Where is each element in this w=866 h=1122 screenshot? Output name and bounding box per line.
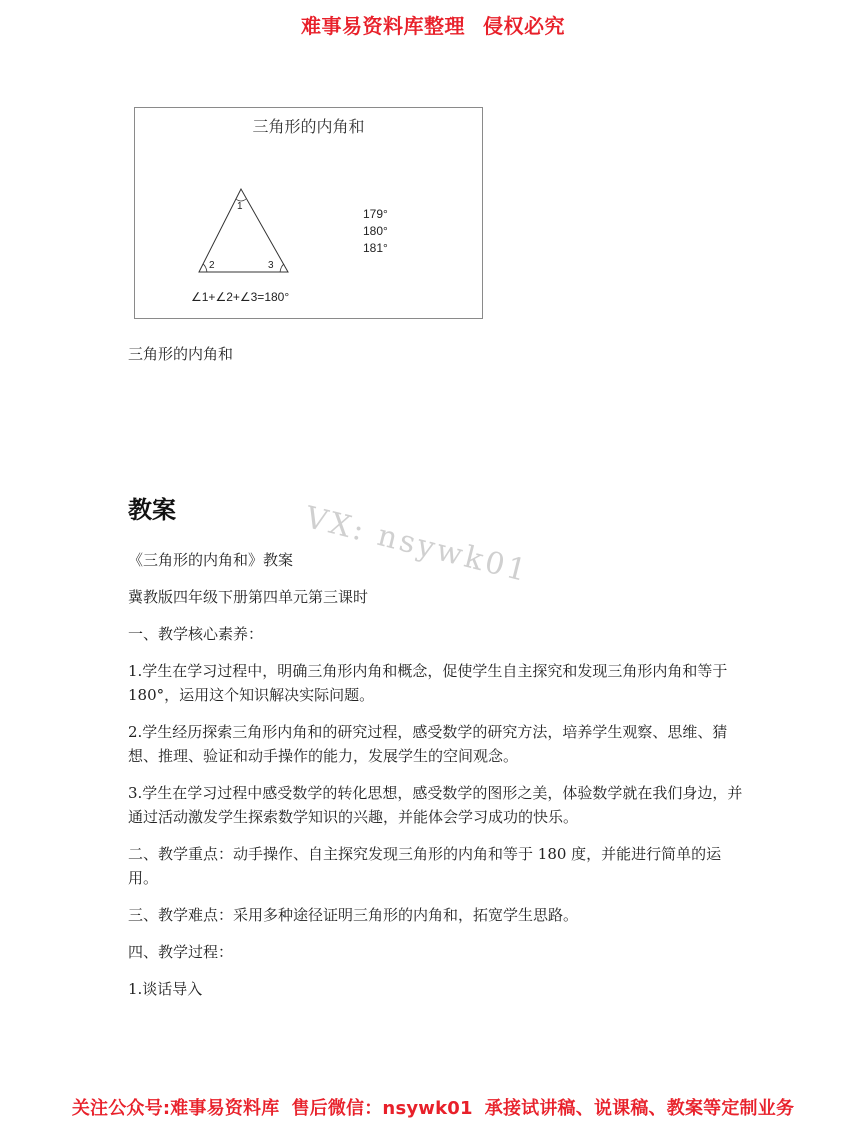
slide-thumbnail — [134, 107, 483, 319]
triangle-diagram — [135, 108, 482, 318]
angle-sum-equation: ∠1+∠2+∠3=180° — [191, 290, 290, 304]
watermark: VX: nsywk01 — [301, 500, 533, 590]
section1-item: 1.学生在学习过程中，明确三角形内角和概念，促使学生自主探究和发现三角形内角和等于 180°，运用这个知识解决实际问题。 — [128, 662, 728, 704]
footer-banner — [0, 1094, 866, 1120]
header-banner-left: 难事易资料库整理 — [301, 14, 465, 38]
section4-item: 1.谈话导入 — [128, 980, 203, 998]
angle-value: 179° — [363, 207, 388, 221]
section2-text: 二、教学重点：动手操作、自主探究发现三角形的内角和等于 180 度，并能进行简单的运用。 — [128, 845, 722, 887]
section1-heading: 一、教学核心素养： — [128, 625, 264, 643]
section-heading: 教案 — [128, 496, 176, 524]
document-body — [128, 548, 748, 1001]
footer-part3: 承接试讲稿、说课稿、教案等定制业务 — [484, 1098, 795, 1119]
section1-item: 3.学生在学习过程中感受数学的转化思想，感受数学的图形之美，体验数学就在我们身边，并通过活动激发学生探索数学知识的兴趣，并能体会学习成功的快乐。 — [128, 784, 743, 826]
angle-label-2: 2 — [209, 260, 215, 271]
doc-subtitle-line: 冀教版四年级下册第四单元第三课时 — [128, 588, 369, 606]
angle-values — [363, 206, 388, 257]
doc-title-line: 《三角形的内角和》教案 — [128, 551, 294, 569]
footer-part2: 售后微信：nsywk01 — [291, 1098, 473, 1119]
angle-value: 181° — [363, 241, 388, 255]
angle-value: 180° — [363, 224, 388, 238]
slide-caption: 三角形的内角和 — [128, 345, 234, 363]
slide-title: 三角形的内角和 — [252, 117, 365, 136]
section4-heading: 四、教学过程： — [128, 943, 234, 961]
header-banner-right: 侵权必究 — [483, 14, 565, 38]
angle-label-1: 1 — [237, 201, 243, 212]
footer-part1: 关注公众号:难事易资料库 — [71, 1098, 280, 1119]
header-banner — [0, 10, 866, 39]
section1-item: 2.学生经历探索三角形内角和的研究过程，感受数学的研究方法，培养学生观察、思维、猜想、推理、验证和动手操作的能力，发展学生的空间观念。 — [128, 723, 728, 765]
angle-label-3: 3 — [268, 260, 274, 271]
section3-text: 三、教学难点：采用多种途径证明三角形的内角和，拓宽学生思路。 — [128, 906, 579, 924]
